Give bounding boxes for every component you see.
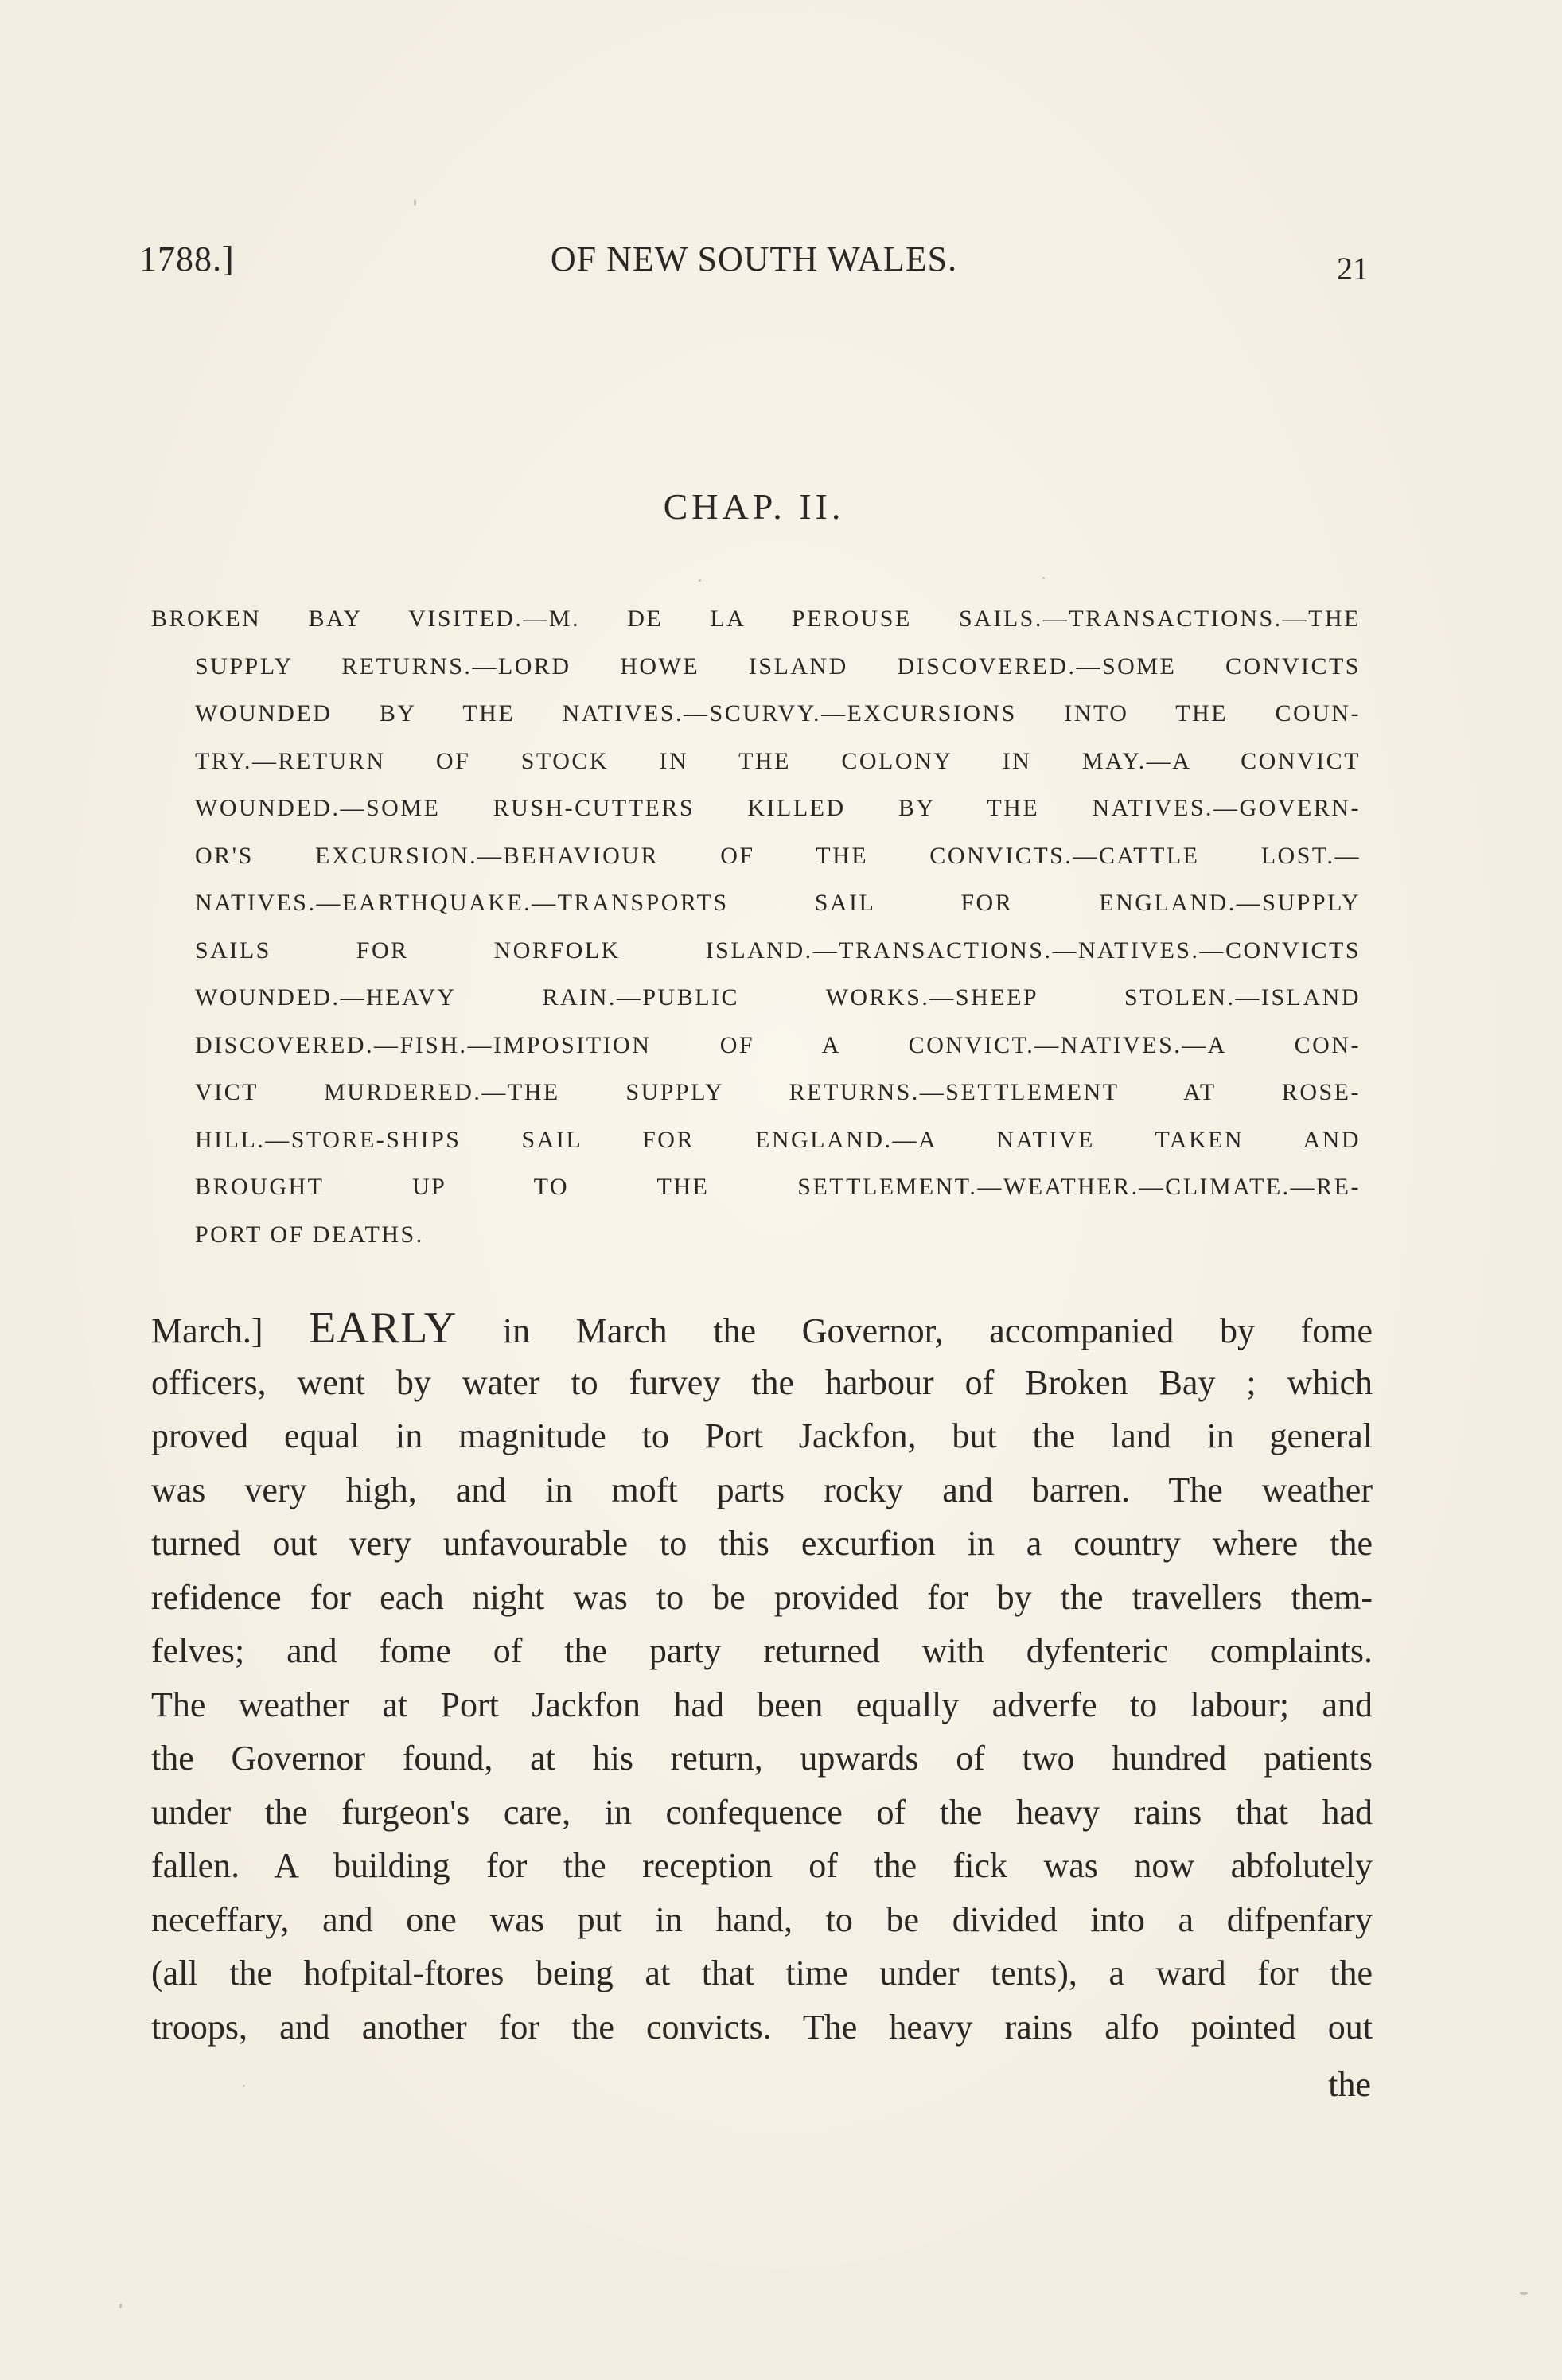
body-line: felves; and fome of the party returned with dyfenteric complaints.	[151, 1631, 1373, 1670]
chapter-synopsis	[151, 595, 1361, 1258]
synopsis-line: BROUGHT UP TO THE SETTLEMENT.—WEATHER.—CLIMATE.—RE-	[195, 1174, 1361, 1200]
running-header	[139, 239, 1369, 294]
body-line: neceffary, and one was put in hand, to be divided into a difpenfary	[151, 1899, 1373, 1939]
header-year: 1788.]	[139, 240, 235, 279]
page-number: 21	[1337, 251, 1369, 286]
header-running-title: OF NEW SOUTH WALES.	[550, 240, 958, 279]
body-text	[151, 1302, 1373, 2054]
synopsis-line: BROKEN BAY VISITED.—M. DE LA PEROUSE SAILS.—TRANSACTIONS.—THE	[151, 606, 1361, 632]
chapter-heading: CHAP. II.	[663, 486, 845, 527]
first-line-text: in March the Governor, accompanied by fome	[502, 1311, 1373, 1350]
synopsis-line: OR'S EXCURSION.—BEHAVIOUR OF THE CONVICTS.—CATTLE LOST.—	[195, 842, 1361, 869]
catchword: the	[1328, 2065, 1371, 2104]
body-line: turned out very unfavourable to this excurfion in a country where the	[151, 1524, 1373, 1563]
body-line: proved equal in magnitude to Port Jackfon, but the land in general	[151, 1416, 1373, 1455]
paper-speck	[119, 2304, 122, 2308]
paper-speck	[699, 579, 701, 582]
paper-speck	[1042, 577, 1045, 579]
synopsis-line: HILL.—STORE-SHIPS SAIL FOR ENGLAND.—A NATIVE TAKEN AND	[195, 1126, 1361, 1153]
body-line: officers, went by water to furvey the harbour of Broken Bay ; which	[151, 1362, 1373, 1402]
synopsis-line: PORT OF DEATHS.	[195, 1221, 424, 1248]
body-line: troops, and another for the convicts. The heavy rains alfo pointed out	[151, 2007, 1373, 2047]
synopsis-line: SAILS FOR NORFOLK ISLAND.—TRANSACTIONS.—NATIVES.—CONVICTS	[195, 937, 1361, 964]
paper-speck	[243, 2085, 245, 2087]
synopsis-line: TRY.—RETURN OF STOCK IN THE COLONY IN MAY.—A CONVICT	[195, 747, 1361, 774]
paper-speck	[1520, 2292, 1528, 2295]
synopsis-line: WOUNDED.—HEAVY RAIN.—PUBLIC WORKS.—SHEEP STOLEN.—ISLAND	[195, 984, 1361, 1011]
synopsis-line: DISCOVERED.—FISH.—IMPOSITION OF A CONVICT.—NATIVES.—A CON-	[195, 1031, 1361, 1058]
body-line: The weather at Port Jackfon had been equally adverfe to labour; and	[151, 1685, 1373, 1724]
margin-note: March.]	[151, 1311, 263, 1350]
synopsis-line: SUPPLY RETURNS.—LORD HOWE ISLAND DISCOVERED.—SOME CONVICTS	[195, 652, 1361, 680]
body-line: was very high, and in moft parts rocky and barren. The weather	[151, 1470, 1373, 1509]
synopsis-line: NATIVES.—EARTHQUAKE.—TRANSPORTS SAIL FOR ENGLAND.—SUPPLY	[195, 890, 1361, 916]
body-line: fallen. A building for the reception of the fick was now abfolutely	[151, 1846, 1373, 1885]
opening-word: EARLY	[309, 1303, 458, 1353]
synopsis-line: WOUNDED.—SOME RUSH-CUTTERS KILLED BY THE NATIVES.—GOVERN-	[195, 795, 1361, 821]
synopsis-line: VICT MURDERED.—THE SUPPLY RETURNS.—SETTLEMENT AT ROSE-	[195, 1079, 1361, 1105]
paper-speck	[414, 199, 416, 206]
body-first-line	[151, 1302, 1373, 1356]
body-line: refidence for each night was to be provided for by the travellers them-	[151, 1577, 1373, 1617]
synopsis-line: WOUNDED BY THE NATIVES.—SCURVY.—EXCURSIONS INTO THE COUN-	[195, 700, 1361, 726]
body-line: the Governor found, at his return, upwards of two hundred patients	[151, 1739, 1373, 1778]
body-line: (all the hofpital-ftores being at that time under tents), a ward for the	[151, 1953, 1373, 1992]
body-line: under the furgeon's care, in confequence of the heavy rains that had	[151, 1792, 1373, 1832]
